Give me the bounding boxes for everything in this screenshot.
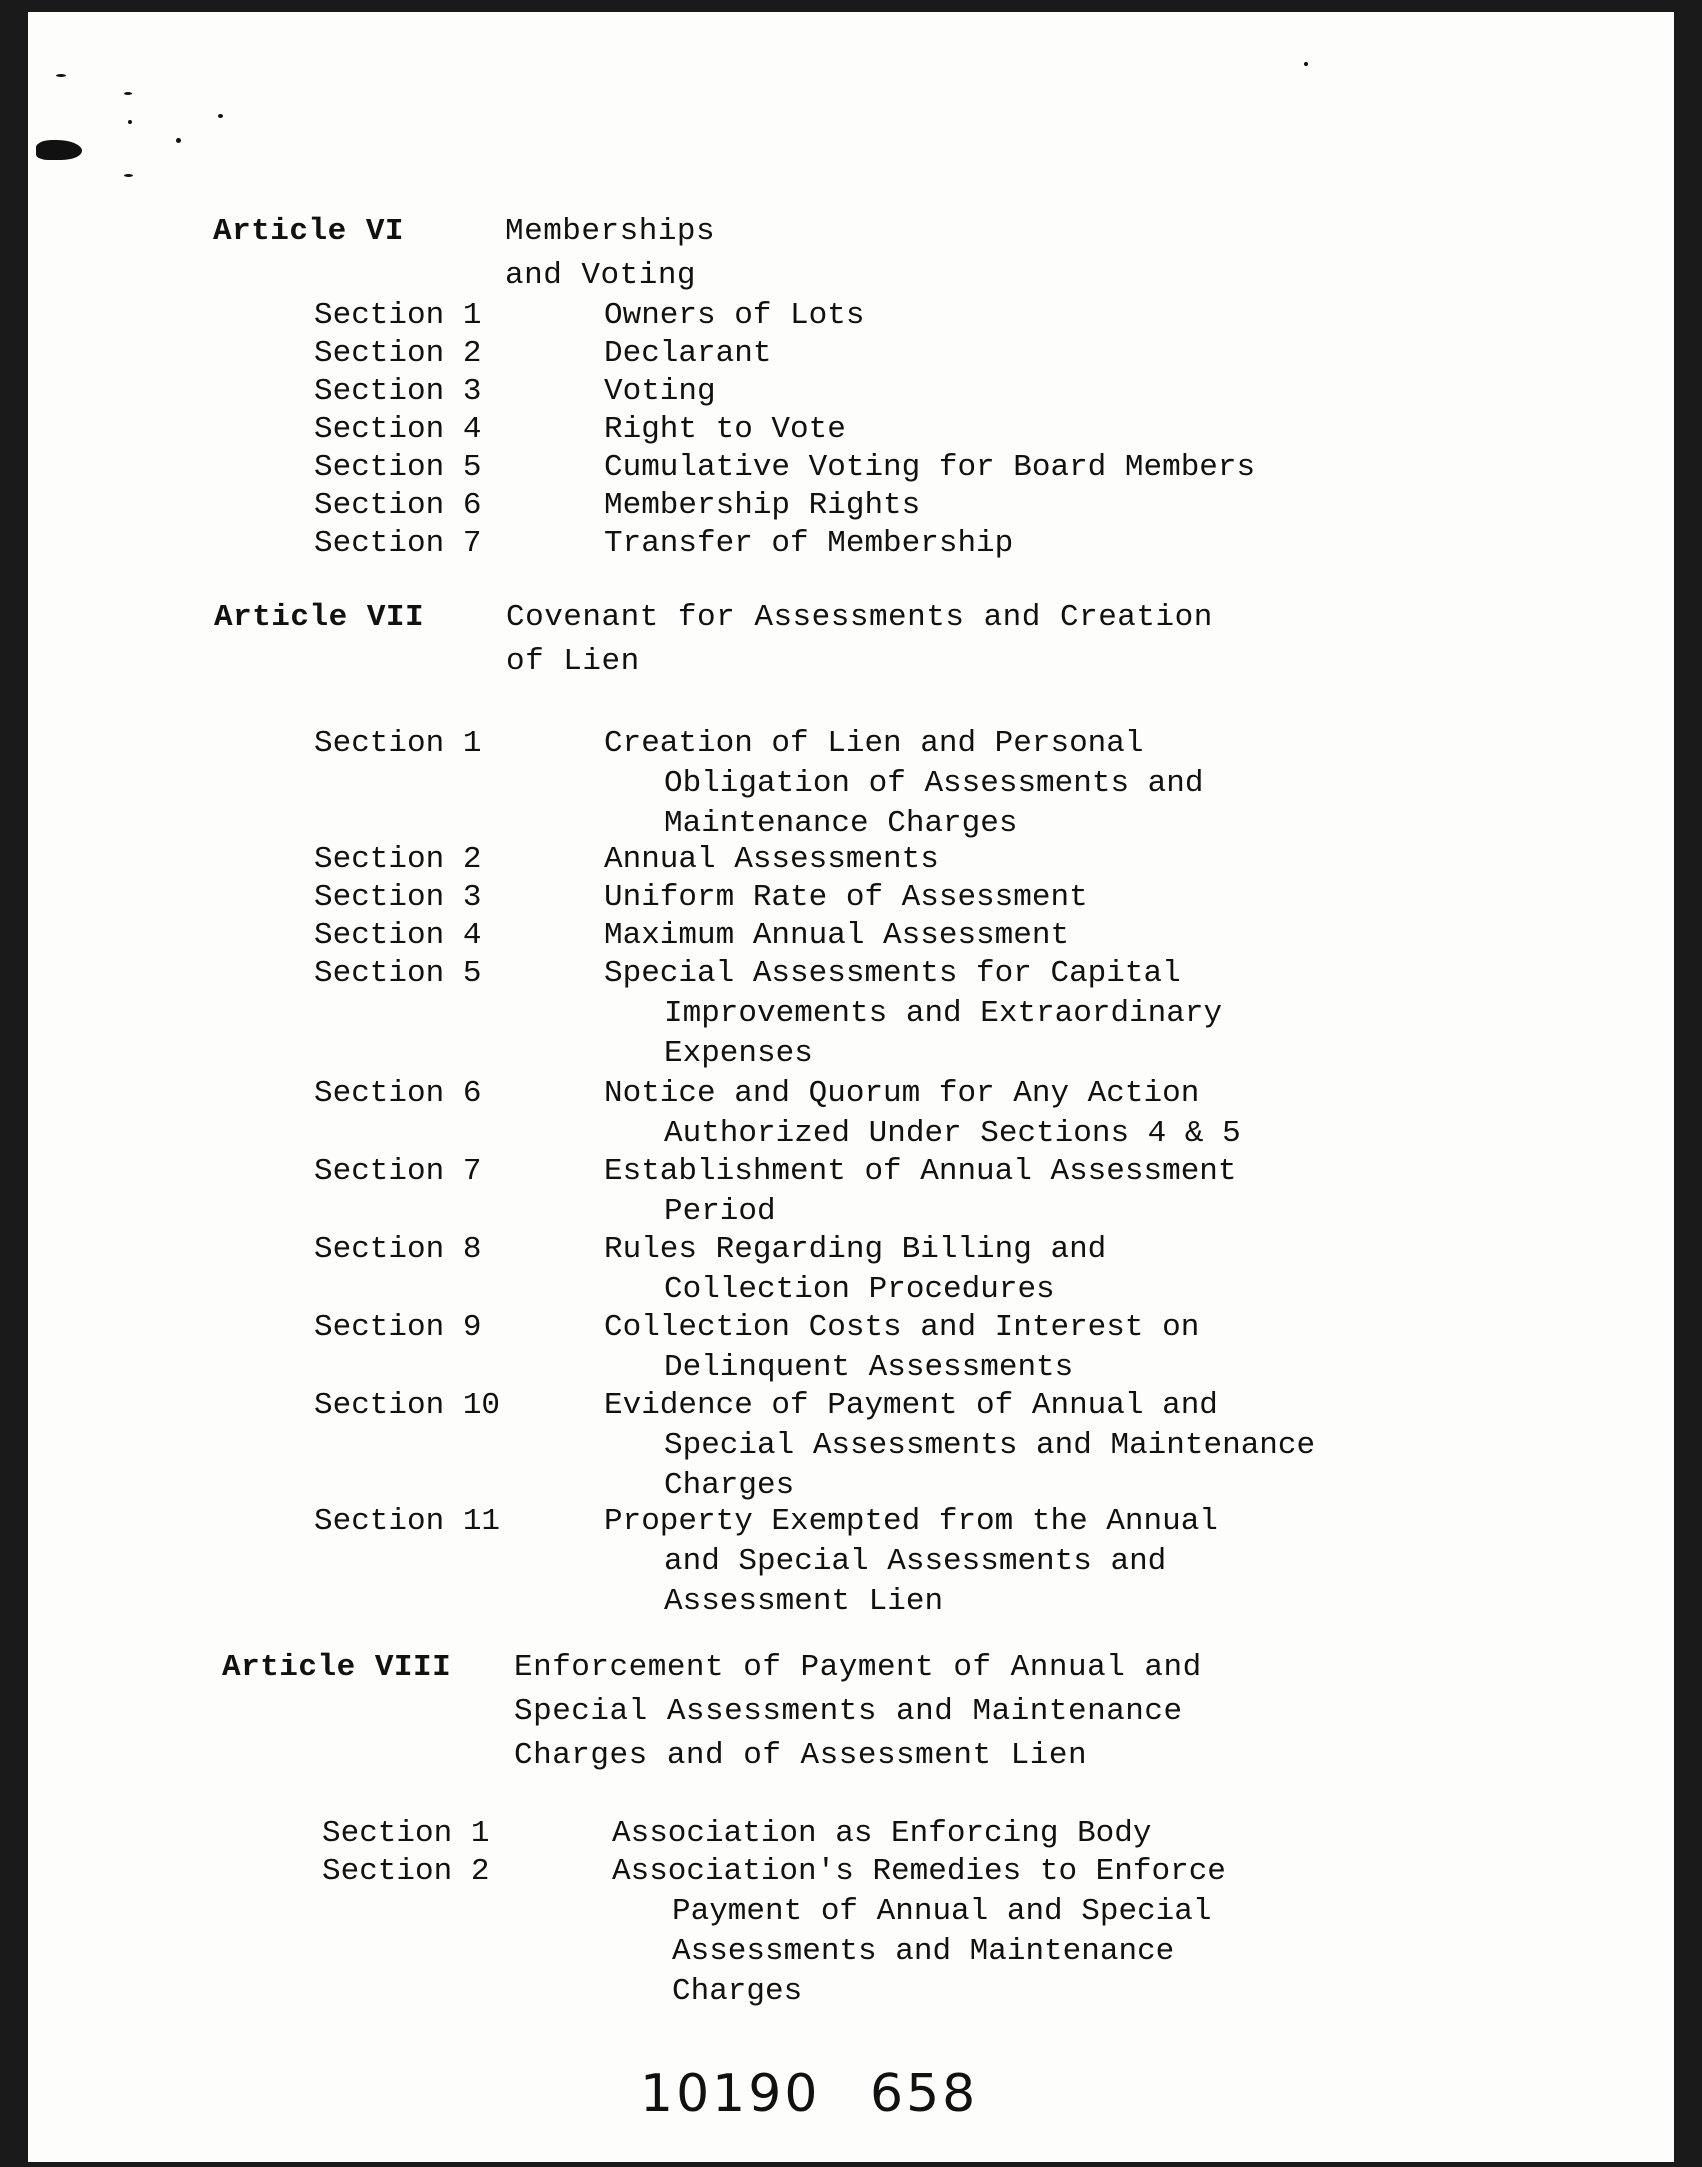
section-title: Cumulative Voting for Board Members bbox=[604, 450, 1256, 485]
document-number: 10190 bbox=[640, 2064, 821, 2124]
scan-mark bbox=[128, 120, 132, 124]
section-title: Maximum Annual Assessment bbox=[604, 918, 1070, 953]
section-label: Section 8 bbox=[314, 1232, 482, 1267]
section-label: Section 2 bbox=[322, 1854, 490, 1889]
article-title: Enforcement of Payment of Annual and Special Assessments and Maintenance Charges and of Assessment Lien bbox=[514, 1650, 1202, 1773]
section-label: Section 4 bbox=[314, 918, 482, 953]
section-label: Section 5 bbox=[314, 956, 482, 991]
section-label: Section 11 bbox=[314, 1504, 501, 1539]
section-label: Section 10 bbox=[314, 1388, 501, 1423]
section-title: Annual Assessments bbox=[604, 842, 939, 877]
section-title: Notice and Quorum for Any Action Authorized Under Sections 4 & 5 bbox=[604, 1076, 1241, 1151]
section-title: Association's Remedies to Enforce Payment of Annual and Special Assessments and Maintenance Charges bbox=[612, 1854, 1226, 2009]
section-title: Special Assessments for Capital Improvements and Extraordinary Expenses bbox=[604, 956, 1223, 1071]
article-label: Article VIII bbox=[222, 1650, 452, 1685]
section-title: Property Exempted from the Annual and Special Assessments and Assessment Lien bbox=[604, 1504, 1218, 1619]
scan-mark bbox=[218, 114, 223, 118]
article-title: Covenant for Assessments and Creation of Lien bbox=[506, 600, 1213, 679]
article-label: Article VII bbox=[214, 600, 425, 635]
section-title: Membership Rights bbox=[604, 488, 921, 523]
section-label: Section 9 bbox=[314, 1310, 482, 1345]
section-label: Section 2 bbox=[314, 842, 482, 877]
article-label: Article VI bbox=[213, 214, 405, 249]
section-label: Section 5 bbox=[314, 450, 482, 485]
section-title: Owners of Lots bbox=[604, 298, 865, 333]
section-title: Uniform Rate of Assessment bbox=[604, 880, 1088, 915]
scan-mark bbox=[124, 174, 133, 177]
section-label: Section 3 bbox=[314, 880, 482, 915]
section-title: Evidence of Payment of Annual and Special Assessments and Maintenance Charges bbox=[604, 1388, 1316, 1503]
section-title: Creation of Lien and Personal Obligation of Assessments and Maintenance Charges bbox=[604, 726, 1204, 841]
section-label: Section 2 bbox=[314, 336, 482, 371]
document-page bbox=[28, 12, 1674, 2162]
scan-mark bbox=[36, 140, 82, 160]
page-number: 658 bbox=[870, 2064, 979, 2124]
section-title: Rules Regarding Billing and Collection Procedures bbox=[604, 1232, 1107, 1307]
scan-mark bbox=[56, 74, 66, 77]
scan-mark bbox=[176, 138, 181, 143]
scan-mark bbox=[1304, 62, 1308, 66]
scan-mark bbox=[124, 92, 132, 95]
section-label: Section 7 bbox=[314, 526, 482, 561]
section-title: Collection Costs and Interest on Delinquent Assessments bbox=[604, 1310, 1200, 1385]
section-title: Right to Vote bbox=[604, 412, 846, 447]
section-label: Section 7 bbox=[314, 1154, 482, 1189]
section-label: Section 3 bbox=[314, 374, 482, 409]
section-label: Section 1 bbox=[314, 726, 482, 761]
section-label: Section 6 bbox=[314, 488, 482, 523]
article-title: Memberships and Voting bbox=[505, 214, 716, 293]
section-title: Establishment of Annual Assessment Period bbox=[604, 1154, 1237, 1229]
section-label: Section 4 bbox=[314, 412, 482, 447]
section-label: Section 1 bbox=[314, 298, 482, 333]
section-title: Declarant bbox=[604, 336, 772, 371]
section-title: Association as Enforcing Body bbox=[612, 1816, 1152, 1851]
section-title: Transfer of Membership bbox=[604, 526, 1014, 561]
section-title: Voting bbox=[604, 374, 716, 409]
section-label: Section 1 bbox=[322, 1816, 490, 1851]
section-label: Section 6 bbox=[314, 1076, 482, 1111]
